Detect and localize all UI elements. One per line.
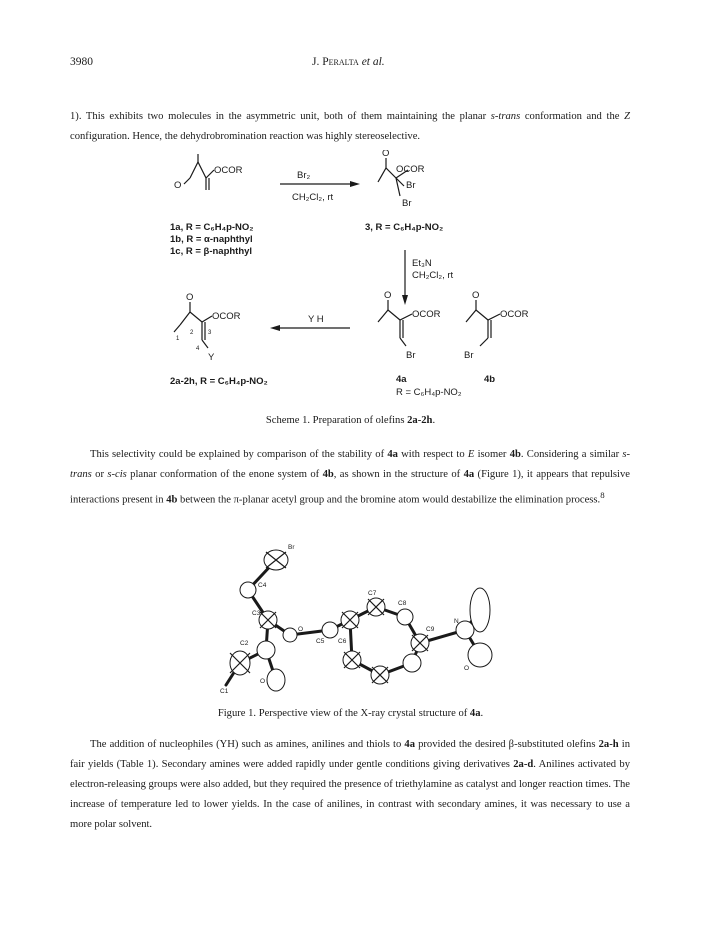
br-label-3a: Br [406,180,416,191]
br2-reagent: Br₂ [297,170,311,181]
paragraph-2: This selectivity could be explained by comparison of the stability of 4a with respect to E isomer 4b. Considering a similar s-trans or s-cis planar conformation of the enone system of 4b, as shown in the structure of 4a (Figure 1), it appears that repulsive interactions present in 4b between the π-planar acetyl group and the bromine atom would destabilize the elimination process.$^8$ [70,449,631,506]
compound-4-r-label: R = C₆H₄p-NO₂ [396,387,462,398]
atom-o3: O [464,665,470,672]
atom-c9: C9 [426,626,435,633]
br-label-4a: Br [406,350,416,361]
figure-caption: Figure 1. Perspective view of the X-ray crystal structure of 4a. [217,708,484,719]
ocor-label-3: OCOR [396,164,425,175]
atom-o2: O [260,678,266,685]
atom-c1: C1 [220,688,229,695]
atom-n: N [454,618,459,625]
atom-c2: C2 [240,640,249,647]
atom-c4: C4 [258,582,267,589]
yh-reagent: Y H [308,314,324,325]
o-label-3: O [382,150,390,159]
o-label-4b: O [472,290,480,301]
atom-number-3: 3 [208,330,212,336]
atom-c7: C7 [368,590,377,597]
page-number: 3980 [70,56,93,68]
ocor-label-4b: OCOR [500,309,529,320]
compound-1c-label: 1c, R = β-naphthyl [170,246,253,257]
et3n-reagent: Et₃N [412,258,432,269]
br-label-3b: Br [402,198,412,209]
atom-c3: C3 [252,610,261,617]
et-al: et al. [361,56,385,68]
o-label-2: O [186,292,194,303]
o-label-4a: O [384,290,392,301]
atom-number-1: 1 [176,336,180,342]
atom-c6: C6 [338,638,347,645]
ocor-label-4a: OCOR [412,309,441,320]
atom-br: Br [288,544,295,551]
author-name: Peralta [322,56,359,68]
y-label: Y [208,352,215,363]
compound-2-label: 2a-2h, R = C₆H₄p-NO₂ [170,376,268,387]
running-header [312,56,385,68]
atom-number-2: 2 [190,330,194,336]
solvent-label-2: CH₂Cl₂, rt [412,270,454,281]
ocor-label-2: OCOR [212,311,241,322]
compound-4a-label: 4a [396,374,407,385]
atom-o1: O [298,626,304,633]
compound-3-label: 3, R = C₆H₄p-NO₂ [365,222,444,233]
br-label-4b: Br [464,350,474,361]
paragraph-3: The addition of nucleophiles (YH) such as amines, anilines and thiols to 4a provided the desired β-substituted olefins 2a-h in fair yields (Table 1). Secondary amines were added rapidly under gentle conditions giving derivatives 2a-d. Anilines activated by electron-releasing groups were also added, but they required the presence of triethylamine as catalyst and longer reaction times. The increase of temperature led to lower yields. In the case of anilines, in contrast with secondary amines, it was necessary to use a more polar solvent. [70,739,630,830]
scheme-caption: Scheme 1. Preparation of olefins 2a-2h. [265,415,436,426]
atom-number-4: 4 [196,346,200,352]
paragraph-1: 1). This exhibits two molecules in the asymmetric unit, both of them maintaining the planar s-trans conformation and the Z configuration. Hence, the dehydrobromination reaction was highly stereoselective. [70,111,630,142]
solvent-label-1: CH₂Cl₂, rt [292,192,334,203]
atom-c5: C5 [316,638,325,645]
ocor-label-1: OCOR [214,165,243,176]
xray-structure-figure [180,535,520,700]
atom-c8: C8 [398,600,407,607]
reaction-scheme [150,150,570,400]
compound-1b-label: 1b, R = α-naphthyl [170,234,253,245]
compound-1a-label: 1a, R = C₆H₄p-NO₂ [170,222,254,233]
o-label-1: O [174,180,182,191]
author-initial: J. [312,56,320,68]
compound-4b-label: 4b [484,374,496,385]
